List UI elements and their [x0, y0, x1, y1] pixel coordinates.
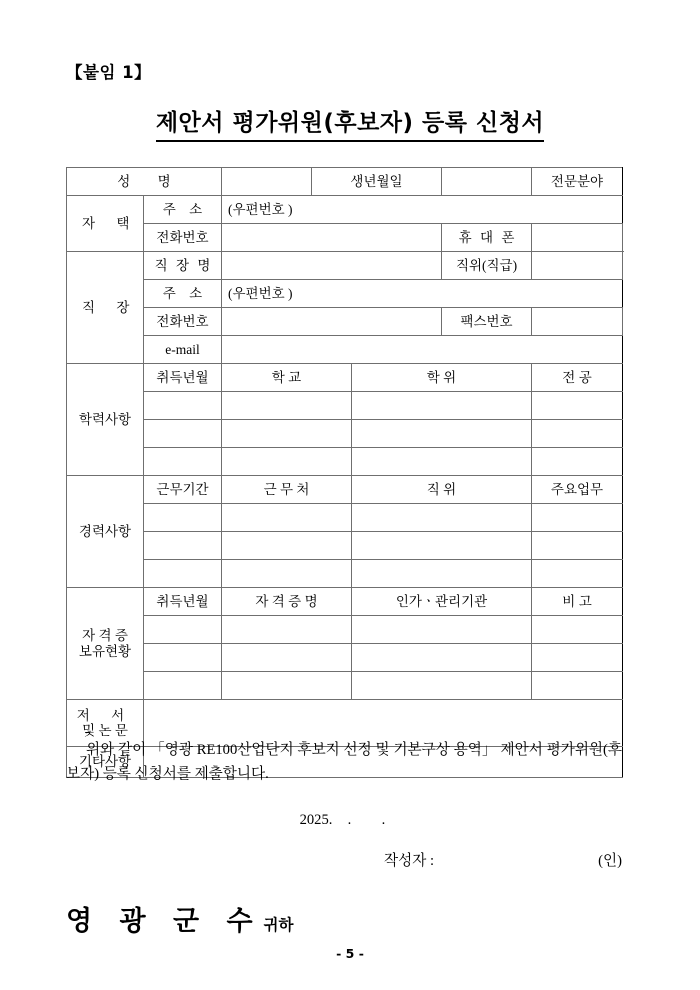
career-header-3: 주요업무 — [532, 476, 623, 504]
table-row — [67, 392, 623, 420]
addressee-name: 영 광 군 수 — [66, 906, 262, 937]
work-position-label: 직위(직급) — [442, 252, 532, 280]
education-cell[interactable] — [144, 392, 222, 420]
seal-mark: (인) — [598, 853, 622, 869]
page-title — [0, 104, 700, 142]
certificates-cell[interactable] — [222, 616, 352, 644]
career-header-2: 직 위 — [352, 476, 532, 504]
education-cell[interactable] — [222, 392, 352, 420]
certificates-header-3: 비 고 — [532, 588, 623, 616]
career-section-label: 경력사항 — [67, 476, 144, 588]
work-company-value[interactable] — [222, 252, 442, 280]
certificates-header-0: 취득년월 — [144, 588, 222, 616]
work-phone-label: 전화번호 — [144, 308, 222, 336]
table-row — [67, 672, 623, 700]
name-label: 성 명 — [67, 168, 222, 196]
career-cell[interactable] — [222, 504, 352, 532]
education-header-1: 학 교 — [222, 364, 352, 392]
table-row-career-header — [67, 476, 623, 504]
table-row — [67, 504, 623, 532]
career-cell[interactable] — [532, 532, 623, 560]
education-cell[interactable] — [222, 420, 352, 448]
table-row-name — [67, 168, 623, 196]
other-label: 기타사항 — [67, 747, 144, 778]
certificates-label-line2: 보유현황 — [78, 643, 132, 659]
birth-label: 생년월일 — [312, 168, 442, 196]
field-label-cell — [532, 168, 623, 196]
name-value[interactable] — [222, 168, 312, 196]
date-day-placeholder[interactable]: . — [381, 812, 386, 828]
certificates-cell[interactable] — [144, 644, 222, 672]
home-mobile-value[interactable] — [532, 224, 623, 252]
date-year: 2025. — [299, 812, 333, 828]
education-header-3: 전 공 — [532, 364, 623, 392]
education-cell[interactable] — [532, 392, 623, 420]
work-company-label: 직 장 명 — [144, 252, 222, 280]
addressee-honorific: 귀하 — [263, 916, 294, 934]
certificates-cell[interactable] — [532, 644, 623, 672]
page-title-text: 제안서 평가위원(후보자) 등록 신청서 — [156, 104, 544, 142]
addressee — [66, 899, 293, 938]
table-row — [67, 448, 623, 476]
attachment-tag: 【붙임 1】 — [66, 63, 152, 82]
table-row — [67, 644, 623, 672]
career-cell[interactable] — [222, 560, 352, 588]
work-address-value[interactable]: (우편번호 ) — [222, 280, 623, 308]
publications-label-line1: 저 서 — [76, 707, 134, 723]
work-section-label: 직 장 — [67, 252, 144, 364]
home-section-label: 자 택 — [67, 196, 144, 252]
applicant-form-table — [66, 167, 623, 778]
education-cell[interactable] — [352, 448, 532, 476]
work-fax-value[interactable] — [532, 308, 623, 336]
work-address-label: 주 소 — [144, 280, 222, 308]
home-address-value[interactable]: (우편번호 ) — [222, 196, 623, 224]
table-row-work-company — [67, 252, 623, 280]
statement-paragraph: 위와 같이 「영광 RE100산업단지 후보지 선정 및 기본구상 용역」 제안서 평가위원(후보자) 등록 신청서를 제출합니다. — [66, 742, 622, 782]
education-cell[interactable] — [532, 448, 623, 476]
certificates-cell[interactable] — [532, 672, 623, 700]
table-row — [67, 532, 623, 560]
certificates-section-label — [67, 588, 144, 700]
career-header-1: 근 무 처 — [222, 476, 352, 504]
education-header-0: 취득년월 — [144, 364, 222, 392]
table-row — [67, 616, 623, 644]
birth-value[interactable] — [442, 168, 532, 196]
table-row-work-address — [67, 280, 623, 308]
work-fax-label: 팩스번호 — [442, 308, 532, 336]
career-cell[interactable] — [532, 504, 623, 532]
work-email-label: e-mail — [144, 336, 222, 364]
home-mobile-label: 휴 대 폰 — [442, 224, 532, 252]
work-phone-value[interactable] — [222, 308, 442, 336]
career-cell[interactable] — [144, 560, 222, 588]
work-position-value[interactable] — [532, 252, 623, 280]
education-cell[interactable] — [144, 448, 222, 476]
home-phone-value[interactable] — [222, 224, 442, 252]
table-row-work-email — [67, 336, 623, 364]
home-phone-label: 전화번호 — [144, 224, 222, 252]
date-line — [0, 812, 700, 829]
certificates-cell[interactable] — [222, 672, 352, 700]
certificates-cell[interactable] — [144, 616, 222, 644]
date-month-placeholder[interactable]: . — [347, 812, 352, 828]
table-row-certificates-header — [67, 588, 623, 616]
certificates-label-line1: 자 격 증 — [82, 628, 128, 644]
table-row-education-header — [67, 364, 623, 392]
table-row — [67, 420, 623, 448]
table-row-home-phone — [67, 224, 623, 252]
page-number: - 5 - — [336, 946, 364, 961]
certificates-cell[interactable] — [352, 672, 532, 700]
publications-label-line2: 및 논 문 — [82, 723, 128, 738]
education-cell[interactable] — [352, 392, 532, 420]
career-cell[interactable] — [352, 560, 532, 588]
certificates-cell[interactable] — [352, 644, 532, 672]
author-label: 작성자 : — [384, 853, 434, 869]
education-header-2: 학 위 — [352, 364, 532, 392]
certificates-cell[interactable] — [222, 644, 352, 672]
work-email-value[interactable] — [222, 336, 623, 364]
education-cell[interactable] — [222, 448, 352, 476]
table-row-home-address — [67, 196, 623, 224]
career-cell[interactable] — [352, 504, 532, 532]
certificates-cell[interactable] — [144, 672, 222, 700]
certificates-cell[interactable] — [532, 616, 623, 644]
career-cell[interactable] — [144, 532, 222, 560]
career-cell[interactable] — [352, 532, 532, 560]
career-cell[interactable] — [222, 532, 352, 560]
certificates-header-1: 자 격 증 명 — [222, 588, 352, 616]
certificates-cell[interactable] — [352, 616, 532, 644]
education-cell[interactable] — [144, 420, 222, 448]
table-row-work-phone — [67, 308, 623, 336]
certificates-header-2: 인가ㆍ관리기관 — [352, 588, 532, 616]
education-cell[interactable] — [532, 420, 623, 448]
career-cell[interactable] — [532, 560, 623, 588]
education-cell[interactable] — [352, 420, 532, 448]
career-header-0: 근무기간 — [144, 476, 222, 504]
field-label: 전문분야 — [550, 173, 604, 189]
education-section-label: 학력사항 — [67, 364, 144, 476]
career-cell[interactable] — [144, 504, 222, 532]
table-row — [67, 560, 623, 588]
home-address-label: 주 소 — [144, 196, 222, 224]
